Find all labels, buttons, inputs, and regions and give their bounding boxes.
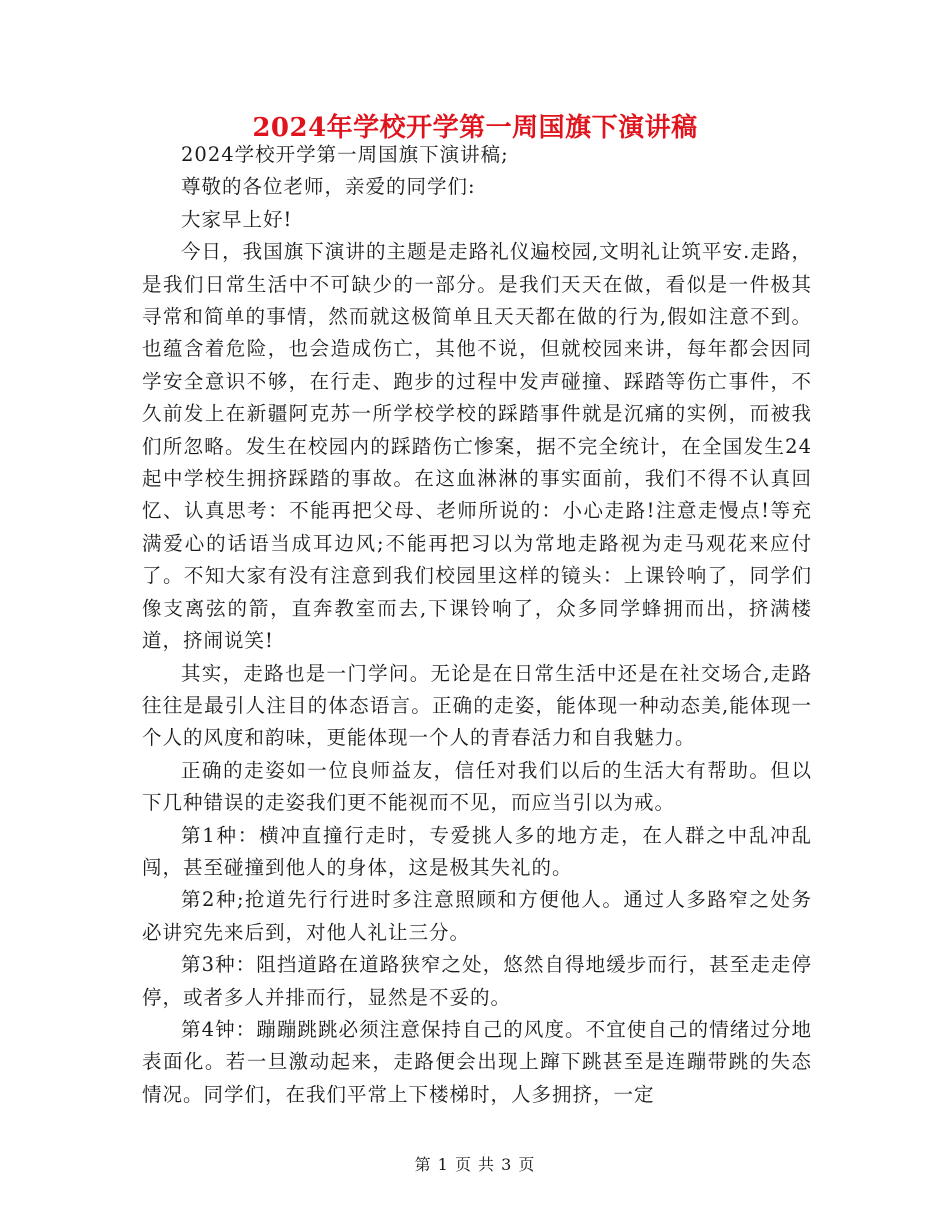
paragraph-type-3: 第3种：阻挡道路在道路狭窄之处，悠然自得地缓步而行，甚至走走停停，或者多人并排而行，显然是不妥的。 xyxy=(142,953,812,1009)
paragraph-type-2: 第2种;抢道先行行进时多注意照顾和方便他人。通过人多路窄之处务必讲究先来后到，对他人礼让三分。 xyxy=(142,888,812,944)
paragraph-salutation: 尊敬的各位老师，亲爱的同学们: xyxy=(181,175,476,199)
document-title: 2024年学校开学第一周国旗下演讲稿 xyxy=(252,113,698,143)
paragraph-correct-posture: 正确的走姿如一位良师益友，信任对我们以后的生活大有帮助。但以下几种错误的走姿我们更不能视而不见，而应当引以为戒。 xyxy=(142,758,812,815)
paragraph-greeting: 大家早上好! xyxy=(181,207,293,231)
paragraph-walking: 其实，走路也是一门学问。无论是在日常生活中还是在社交场合,走路往往是最引人注目的体态语言。正确的走姿，能体现一种动态美,能体现一个人的风度和韵味，更能体现一个人的青春活力和自我魅力。 xyxy=(142,661,812,750)
document-body xyxy=(142,139,812,1111)
paragraph-type-4: 第4钟：蹦蹦跳跳必须注意保持自己的风度。不宜使自己的情绪过分地表面化。若一旦激动起来，走路便会出现上蹿下跳甚至是连蹦带跳的失态情况。同学们，在我们平常上下楼梯时，人多拥挤，一定 xyxy=(142,1017,812,1106)
paragraph-type-1: 第1种：横冲直撞行走时，专爱挑人多的地方走，在人群之中乱冲乱闯，甚至碰撞到他人的身体，这是极其失礼的。 xyxy=(142,823,812,879)
paragraph-main: 今日，我国旗下演讲的主题是走路礼仪遍校园,文明礼让筑平安.走路，是我们日常生活中不可缺少的一部分。是我们天天在做，看似是一件极其寻常和简单的事情，然而就这极简单且天天都在做的行为,假如注意不到。也蕴含着危险，也会造成伤亡，其他不说，但就校园来讲，每年都会因同学安全意识不够，在行走、跑步的过程中发声碰撞、踩踏等伤亡事件，不久前发上在新疆阿克苏一所学校学校的踩踏事件就是沉痛的实例，而被我们所忽略。发生在校园内的踩踏伤亡惨案，据不完全统计，在全国发生24起中学校生拥挤踩踏的事故。在这血淋淋的事实面前，我们不得不认真回忆、认真思考：不能再把父母、老师所说的：小心走路!注意走慢点!等充满爱心的话语当成耳边风;不能再把习以为常地走路视为走马观花来应付了。不知大家有没有注意到我们校园里这样的镜头：上课铃响了，同学们像支离弦的箭，直奔教室而去,下课铃响了，众多同学蜂拥而出，挤满楼道，挤闹说笑! xyxy=(142,240,812,653)
page-footer: 第 1 页 共 3 页 xyxy=(414,1155,536,1174)
paragraph-intro: 2024学校开学第一周国旗下演讲稿; xyxy=(181,143,509,166)
